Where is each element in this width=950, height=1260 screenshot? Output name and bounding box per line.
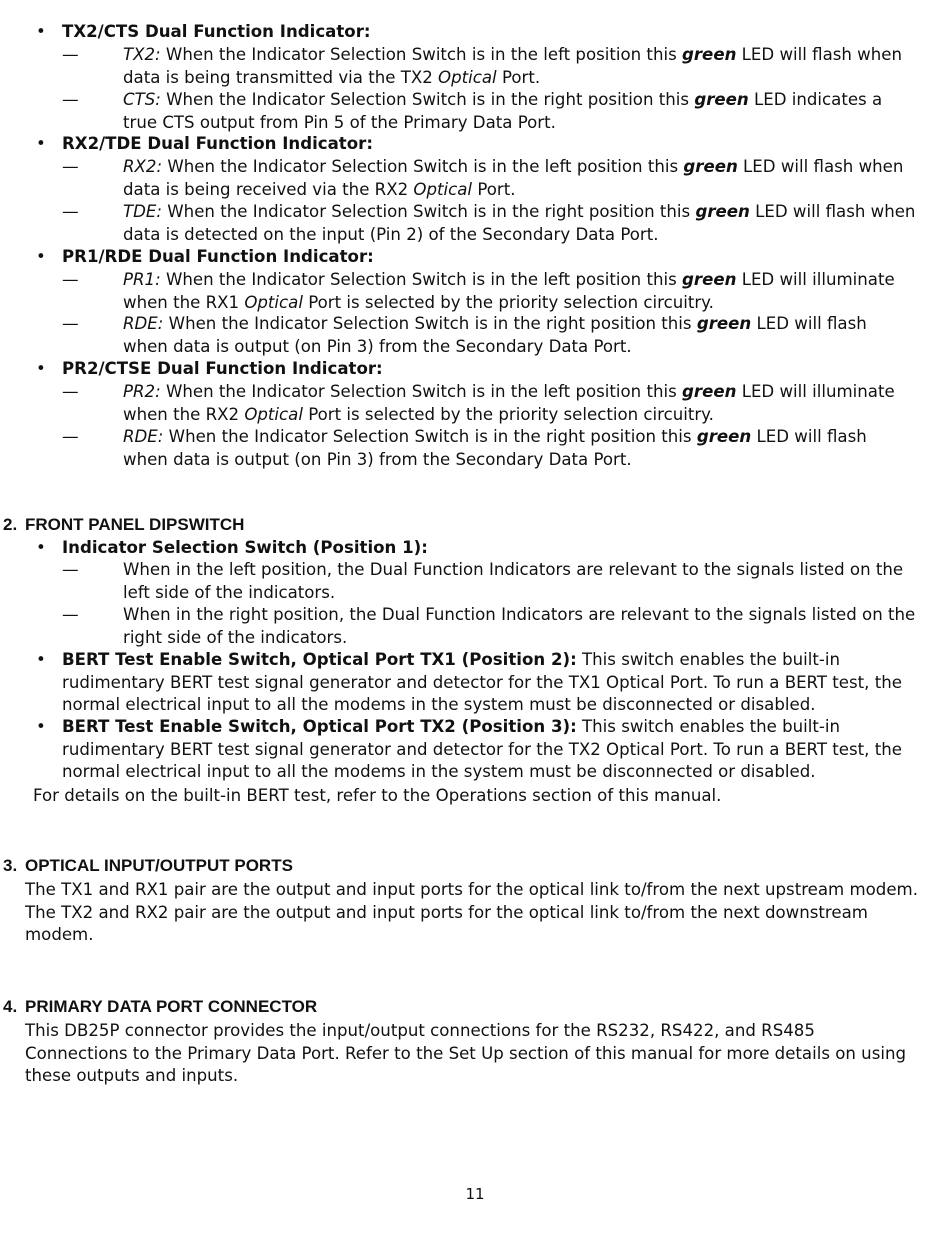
bullet-marker: • xyxy=(36,538,46,557)
indicator-description: — CTS: When the Indicator Selection Switch is in the right position this green LED indicates a true CTS output from Pin 5 of the Primary Data Port. xyxy=(62,90,883,132)
switch-heading xyxy=(36,537,916,560)
led-color: green xyxy=(682,270,737,289)
dash-marker: — xyxy=(62,45,79,64)
led-color: green xyxy=(694,90,749,109)
bullet-marker: • xyxy=(36,22,46,41)
dash-marker: — xyxy=(62,560,79,579)
led-color: green xyxy=(695,202,750,221)
led-color: green xyxy=(683,157,738,176)
dash-marker: — xyxy=(62,202,79,221)
led-color: green xyxy=(696,314,752,333)
primary-port-paragraph: This DB25P connector provides the input/output connections for the RS232, RS422, and RS485 Connections to the Primary Data Port. Refer to the Set Up section of this manual for more details on using these outputs and inputs. xyxy=(25,1021,906,1085)
indicator-description: — PR1: When the Indicator Selection Switch is in the left position this green LED will illuminate when the RX1 Optical Port is selected by the priority selection circuitry. xyxy=(62,270,895,312)
section-title: FRONT PANEL DIPSWITCH xyxy=(25,515,245,534)
indicator-heading xyxy=(36,133,916,156)
switch-description: — When in the left position, the Dual Function Indicators are relevant to the signals listed on the left side of the indicators. xyxy=(62,560,904,602)
indicator-description: — RDE: When the Indicator Selection Switch is in the right position this green LED will flash when data is output (on Pin 3) from the Secondary Data Port. xyxy=(62,314,867,356)
optical-ports-paragraph: The TX1 and RX1 pair are the output and input ports for the optical link to/from the next upstream modem. The TX2 and RX2 pair are the output and input ports for the optical link to/from the next downstream modem. xyxy=(25,880,918,944)
indicator-title: PR2/CTSE Dual Function Indicator: xyxy=(62,359,383,378)
indicator-title: RX2/TDE Dual Function Indicator: xyxy=(62,134,373,153)
switch-title: Indicator Selection Switch (Position 1): xyxy=(62,538,428,557)
bullet-marker: • xyxy=(36,717,46,736)
dash-marker: — xyxy=(62,157,79,176)
dash-marker: — xyxy=(62,382,79,401)
bert-note: For details on the built-in BERT test, refer to the Operations section of this manual. xyxy=(33,786,722,805)
switch-item xyxy=(36,649,916,717)
indicator-heading xyxy=(36,358,916,381)
dash-marker: — xyxy=(62,605,79,624)
led-color: green xyxy=(682,382,737,401)
switch-text: This switch enables the built-in rudimentary BERT test signal generator and detector for the TX1 Optical Port. To run a BERT test, the normal electrical input to all the modems in the system must be disconnected or disabled. xyxy=(62,650,902,714)
dash-marker: — xyxy=(62,270,79,289)
switch-description: — When in the right position, the Dual Function Indicators are relevant to the signals listed on the right side of the indicators. xyxy=(62,605,916,647)
switch-item xyxy=(36,716,916,784)
switch-text: This switch enables the built-in rudimentary BERT test signal generator and detector for the TX2 Optical Port. To run a BERT test, the normal electrical input to all the modems in the system must be disconnected or disabled. xyxy=(62,717,902,781)
indicator-description: — TDE: When the Indicator Selection Switch is in the right position this green LED will flash when data is detected on the input (Pin 2) of the Secondary Data Port. xyxy=(62,202,916,244)
switch-title: BERT Test Enable Switch, Optical Port TX1 (Position 2): xyxy=(62,650,577,669)
indicator-description: — TX2: When the Indicator Selection Switch is in the left position this green LED will flash when data is being transmitted via the TX2 Optical Port. xyxy=(62,45,902,87)
bullet-marker: • xyxy=(36,247,46,266)
indicator-heading xyxy=(36,246,916,269)
section-number: 4. xyxy=(3,997,18,1016)
dash-marker: — xyxy=(62,427,79,446)
indicator-description: — RX2: When the Indicator Selection Switch is in the left position this green LED will flash when data is being received via the RX2 Optical Port. xyxy=(62,157,904,199)
bullet-marker: • xyxy=(36,359,46,378)
led-color: green xyxy=(696,427,752,446)
indicator-description: — PR2: When the Indicator Selection Switch is in the left position this green LED will illuminate when the RX2 Optical Port is selected by the priority selection circuitry. xyxy=(62,382,895,424)
dash-marker: — xyxy=(62,90,79,109)
indicator-title: PR1/RDE Dual Function Indicator: xyxy=(62,247,374,266)
indicator-heading xyxy=(36,21,916,44)
indicator-description: — RDE: When the Indicator Selection Switch is in the right position this green LED will flash when data is output (on Pin 3) from the Secondary Data Port. xyxy=(62,427,867,469)
dash-marker: — xyxy=(62,314,79,333)
indicator-title: TX2/CTS Dual Function Indicator: xyxy=(62,22,371,41)
page-number: 11 xyxy=(465,1185,485,1203)
section-number: 2. xyxy=(3,515,18,534)
bullet-marker: • xyxy=(36,650,46,669)
led-color: green xyxy=(682,45,737,64)
section-number: 3. xyxy=(3,856,18,875)
switch-title: BERT Test Enable Switch, Optical Port TX2 (Position 3): xyxy=(62,717,577,736)
section-title: OPTICAL INPUT/OUTPUT PORTS xyxy=(25,856,293,875)
section-title: PRIMARY DATA PORT CONNECTOR xyxy=(25,997,318,1016)
bullet-marker: • xyxy=(36,134,46,153)
